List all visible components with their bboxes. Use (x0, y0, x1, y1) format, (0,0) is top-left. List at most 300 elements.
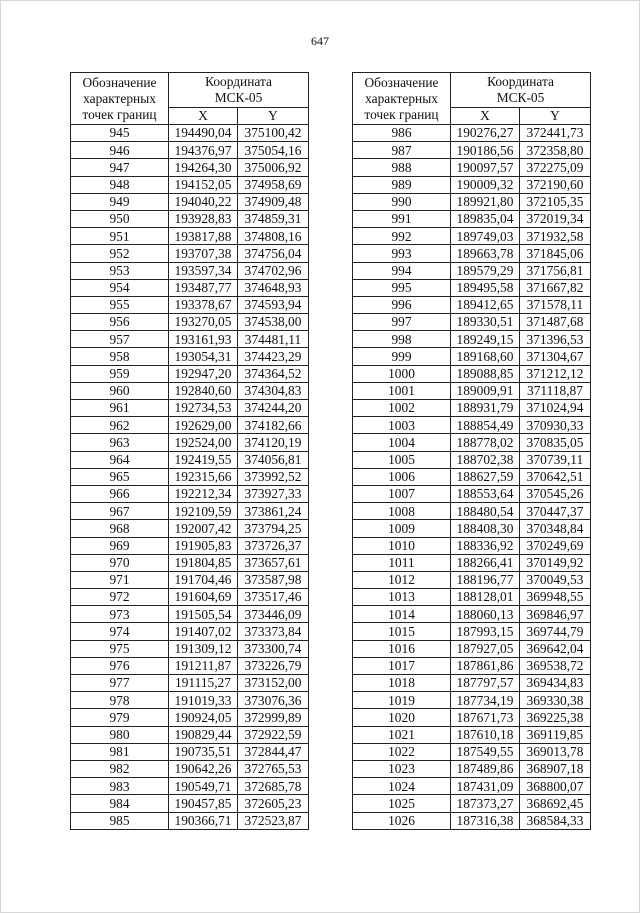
point-id-cell: 987 (353, 142, 451, 159)
point-id-cell: 998 (353, 331, 451, 348)
point-id-cell: 1003 (353, 417, 451, 434)
header-point-label (353, 73, 451, 125)
table-row (353, 520, 591, 537)
y-coordinate-cell: 372105,35 (520, 193, 591, 210)
table-row (71, 571, 309, 588)
table-row (353, 400, 591, 417)
y-coordinate-cell: 370545,26 (520, 485, 591, 502)
x-coordinate-cell: 187489,86 (451, 760, 520, 777)
x-coordinate-cell: 189921,80 (451, 193, 520, 210)
point-id-cell: 965 (71, 468, 169, 485)
y-coordinate-cell: 369538,72 (520, 657, 591, 674)
header-label-line: точек границ (82, 106, 157, 122)
table-row (71, 623, 309, 640)
y-coordinate-cell: 375100,42 (238, 125, 309, 142)
table-row (353, 451, 591, 468)
table-row (71, 485, 309, 502)
point-id-cell: 1014 (353, 606, 451, 623)
table-row (71, 606, 309, 623)
header-label-line: Обозначение (364, 74, 439, 90)
point-id-cell: 957 (71, 331, 169, 348)
y-coordinate-cell: 375006,92 (238, 159, 309, 176)
header-coord-line: МСК-05 (496, 90, 545, 105)
y-coordinate-cell: 371118,87 (520, 382, 591, 399)
x-coordinate-cell: 188553,64 (451, 485, 520, 502)
y-coordinate-cell: 372441,73 (520, 125, 591, 142)
x-coordinate-cell: 192734,53 (169, 400, 238, 417)
y-coordinate-cell: 373373,84 (238, 623, 309, 640)
header-label-line: характерных (365, 90, 438, 106)
point-id-cell: 961 (71, 400, 169, 417)
table-row (71, 640, 309, 657)
table-row (71, 142, 309, 159)
x-coordinate-cell: 187927,05 (451, 640, 520, 657)
x-coordinate-cell: 191804,85 (169, 554, 238, 571)
point-id-cell: 994 (353, 262, 451, 279)
y-coordinate-cell: 371578,11 (520, 296, 591, 313)
x-coordinate-cell: 188196,77 (451, 571, 520, 588)
x-coordinate-cell: 192109,59 (169, 503, 238, 520)
table-row (353, 503, 591, 520)
table-row (71, 210, 309, 227)
y-coordinate-cell: 373446,09 (238, 606, 309, 623)
y-coordinate-cell: 373517,46 (238, 589, 309, 606)
x-coordinate-cell: 189412,65 (451, 296, 520, 313)
y-coordinate-cell: 369642,04 (520, 640, 591, 657)
point-id-cell: 1005 (353, 451, 451, 468)
point-id-cell: 1002 (353, 400, 451, 417)
x-coordinate-cell: 188408,30 (451, 520, 520, 537)
y-coordinate-cell: 374304,83 (238, 382, 309, 399)
table-row (353, 760, 591, 777)
point-id-cell: 983 (71, 778, 169, 795)
table-row (71, 193, 309, 210)
table-row (353, 193, 591, 210)
table-body-right (353, 125, 591, 830)
y-coordinate-cell: 374481,11 (238, 331, 309, 348)
point-id-cell: 1024 (353, 778, 451, 795)
point-id-cell: 997 (353, 314, 451, 331)
point-id-cell: 980 (71, 726, 169, 743)
table-row (353, 657, 591, 674)
y-coordinate-cell: 373587,98 (238, 571, 309, 588)
y-coordinate-cell: 369013,78 (520, 743, 591, 760)
table-row (353, 159, 591, 176)
y-coordinate-cell: 373152,00 (238, 675, 309, 692)
x-coordinate-cell: 190097,57 (451, 159, 520, 176)
point-id-cell: 946 (71, 142, 169, 159)
table-row (71, 554, 309, 571)
point-id-cell: 974 (71, 623, 169, 640)
x-coordinate-cell: 192947,20 (169, 365, 238, 382)
y-coordinate-cell: 371212,12 (520, 365, 591, 382)
point-id-cell: 1021 (353, 726, 451, 743)
table-row (353, 554, 591, 571)
x-coordinate-cell: 194264,30 (169, 159, 238, 176)
x-coordinate-cell: 193161,93 (169, 331, 238, 348)
y-coordinate-cell: 371756,81 (520, 262, 591, 279)
point-id-cell: 947 (71, 159, 169, 176)
table-row (71, 365, 309, 382)
y-coordinate-cell: 369434,83 (520, 675, 591, 692)
table-row (353, 331, 591, 348)
x-coordinate-cell: 188854,49 (451, 417, 520, 434)
header-x: X (169, 108, 238, 125)
table-row (353, 468, 591, 485)
header-y: Y (238, 108, 309, 125)
point-id-cell: 1023 (353, 760, 451, 777)
y-coordinate-cell: 370149,92 (520, 554, 591, 571)
x-coordinate-cell: 192315,66 (169, 468, 238, 485)
point-id-cell: 1010 (353, 537, 451, 554)
x-coordinate-cell: 188128,01 (451, 589, 520, 606)
table-row (71, 795, 309, 812)
y-coordinate-cell: 369330,38 (520, 692, 591, 709)
x-coordinate-cell: 189009,91 (451, 382, 520, 399)
x-coordinate-cell: 191905,83 (169, 537, 238, 554)
y-coordinate-cell: 374244,20 (238, 400, 309, 417)
point-id-cell: 984 (71, 795, 169, 812)
y-coordinate-cell: 369948,55 (520, 589, 591, 606)
table-row (71, 468, 309, 485)
x-coordinate-cell: 187610,18 (451, 726, 520, 743)
y-coordinate-cell: 374808,16 (238, 228, 309, 245)
header-label-line: точек границ (364, 106, 439, 122)
header-label-line: Обозначение (82, 74, 157, 90)
y-coordinate-cell: 370930,33 (520, 417, 591, 434)
table-row (353, 176, 591, 193)
x-coordinate-cell: 189088,85 (451, 365, 520, 382)
header-coordinate (169, 73, 309, 108)
table-row (353, 692, 591, 709)
y-coordinate-cell: 373794,25 (238, 520, 309, 537)
point-id-cell: 975 (71, 640, 169, 657)
table-row (353, 571, 591, 588)
x-coordinate-cell: 190366,71 (169, 812, 238, 829)
x-coordinate-cell: 187549,55 (451, 743, 520, 760)
point-id-cell: 993 (353, 245, 451, 262)
y-coordinate-cell: 374593,94 (238, 296, 309, 313)
y-coordinate-cell: 374056,81 (238, 451, 309, 468)
point-id-cell: 968 (71, 520, 169, 537)
y-coordinate-cell: 373300,74 (238, 640, 309, 657)
table-row (71, 331, 309, 348)
header-coord-line: Координата (487, 74, 554, 89)
y-coordinate-cell: 370739,11 (520, 451, 591, 468)
point-id-cell: 992 (353, 228, 451, 245)
x-coordinate-cell: 189249,15 (451, 331, 520, 348)
point-id-cell: 963 (71, 434, 169, 451)
y-coordinate-cell: 370835,05 (520, 434, 591, 451)
table-row (71, 451, 309, 468)
x-coordinate-cell: 187993,15 (451, 623, 520, 640)
point-id-cell: 971 (71, 571, 169, 588)
x-coordinate-cell: 188060,13 (451, 606, 520, 623)
y-coordinate-cell: 374120,19 (238, 434, 309, 451)
x-coordinate-cell: 192840,60 (169, 382, 238, 399)
table-row (353, 623, 591, 640)
x-coordinate-cell: 190549,71 (169, 778, 238, 795)
table-row (71, 159, 309, 176)
y-coordinate-cell: 374909,48 (238, 193, 309, 210)
point-id-cell: 973 (71, 606, 169, 623)
point-id-cell: 990 (353, 193, 451, 210)
x-coordinate-cell: 187671,73 (451, 709, 520, 726)
header-coordinate (451, 73, 591, 108)
y-coordinate-cell: 372019,34 (520, 210, 591, 227)
x-coordinate-cell: 191505,54 (169, 606, 238, 623)
coordinates-table-left (70, 72, 309, 830)
table-row (353, 228, 591, 245)
x-coordinate-cell: 187373,27 (451, 795, 520, 812)
point-id-cell: 964 (71, 451, 169, 468)
y-coordinate-cell: 370642,51 (520, 468, 591, 485)
point-id-cell: 1017 (353, 657, 451, 674)
page-number: 647 (311, 34, 329, 48)
table-row (353, 382, 591, 399)
y-coordinate-cell: 370447,37 (520, 503, 591, 520)
point-id-cell: 1020 (353, 709, 451, 726)
point-id-cell: 1016 (353, 640, 451, 657)
x-coordinate-cell: 188931,79 (451, 400, 520, 417)
table-row (353, 675, 591, 692)
y-coordinate-cell: 372765,53 (238, 760, 309, 777)
x-coordinate-cell: 192007,42 (169, 520, 238, 537)
table-row (71, 520, 309, 537)
y-coordinate-cell: 371304,67 (520, 348, 591, 365)
table-row (353, 537, 591, 554)
table-row (71, 348, 309, 365)
point-id-cell: 948 (71, 176, 169, 193)
y-coordinate-cell: 372844,47 (238, 743, 309, 760)
point-id-cell: 1026 (353, 812, 451, 829)
table-row (71, 125, 309, 142)
point-id-cell: 1011 (353, 554, 451, 571)
x-coordinate-cell: 188627,59 (451, 468, 520, 485)
point-id-cell: 979 (71, 709, 169, 726)
y-coordinate-cell: 373657,61 (238, 554, 309, 571)
point-id-cell: 949 (71, 193, 169, 210)
y-coordinate-cell: 371932,58 (520, 228, 591, 245)
table-row (71, 314, 309, 331)
x-coordinate-cell: 192212,34 (169, 485, 238, 502)
point-id-cell: 1013 (353, 589, 451, 606)
table-row (353, 262, 591, 279)
y-coordinate-cell: 372605,23 (238, 795, 309, 812)
x-coordinate-cell: 192629,00 (169, 417, 238, 434)
x-coordinate-cell: 188480,54 (451, 503, 520, 520)
point-id-cell: 976 (71, 657, 169, 674)
x-coordinate-cell: 188266,41 (451, 554, 520, 571)
table-row (71, 262, 309, 279)
y-coordinate-cell: 374364,52 (238, 365, 309, 382)
y-coordinate-cell: 373226,79 (238, 657, 309, 674)
y-coordinate-cell: 373927,33 (238, 485, 309, 502)
table-row (353, 125, 591, 142)
y-coordinate-cell: 373076,36 (238, 692, 309, 709)
x-coordinate-cell: 190642,26 (169, 760, 238, 777)
y-coordinate-cell: 369225,38 (520, 709, 591, 726)
point-id-cell: 1019 (353, 692, 451, 709)
y-coordinate-cell: 369846,97 (520, 606, 591, 623)
x-coordinate-cell: 191211,87 (169, 657, 238, 674)
point-id-cell: 960 (71, 382, 169, 399)
y-coordinate-cell: 370049,53 (520, 571, 591, 588)
x-coordinate-cell: 191604,69 (169, 589, 238, 606)
y-coordinate-cell: 369744,79 (520, 623, 591, 640)
point-id-cell: 1018 (353, 675, 451, 692)
point-id-cell: 970 (71, 554, 169, 571)
x-coordinate-cell: 189579,29 (451, 262, 520, 279)
point-id-cell: 950 (71, 210, 169, 227)
y-coordinate-cell: 368800,07 (520, 778, 591, 795)
table-row (71, 400, 309, 417)
table-row (71, 589, 309, 606)
point-id-cell: 951 (71, 228, 169, 245)
x-coordinate-cell: 187861,86 (451, 657, 520, 674)
point-id-cell: 1006 (353, 468, 451, 485)
x-coordinate-cell: 189495,58 (451, 279, 520, 296)
point-id-cell: 1007 (353, 485, 451, 502)
x-coordinate-cell: 194040,22 (169, 193, 238, 210)
point-id-cell: 999 (353, 348, 451, 365)
x-coordinate-cell: 190457,85 (169, 795, 238, 812)
table-row (71, 760, 309, 777)
point-id-cell: 1000 (353, 365, 451, 382)
y-coordinate-cell: 371487,68 (520, 314, 591, 331)
table-row (71, 812, 309, 829)
point-id-cell: 956 (71, 314, 169, 331)
y-coordinate-cell: 371845,06 (520, 245, 591, 262)
x-coordinate-cell: 190735,51 (169, 743, 238, 760)
header-x: X (451, 108, 520, 125)
point-id-cell: 991 (353, 210, 451, 227)
point-id-cell: 1009 (353, 520, 451, 537)
header-point-label (71, 73, 169, 125)
header-coord-line: Координата (205, 74, 272, 89)
table-row (353, 434, 591, 451)
x-coordinate-cell: 193817,88 (169, 228, 238, 245)
x-coordinate-cell: 189835,04 (451, 210, 520, 227)
x-coordinate-cell: 193928,83 (169, 210, 238, 227)
table-row (353, 245, 591, 262)
table-row (353, 589, 591, 606)
table-row (353, 142, 591, 159)
x-coordinate-cell: 187797,57 (451, 675, 520, 692)
table-row (71, 726, 309, 743)
point-id-cell: 996 (353, 296, 451, 313)
x-coordinate-cell: 190924,05 (169, 709, 238, 726)
table-row (353, 743, 591, 760)
x-coordinate-cell: 193597,34 (169, 262, 238, 279)
table-row (71, 382, 309, 399)
y-coordinate-cell: 368692,45 (520, 795, 591, 812)
x-coordinate-cell: 193487,77 (169, 279, 238, 296)
point-id-cell: 995 (353, 279, 451, 296)
point-id-cell: 981 (71, 743, 169, 760)
y-coordinate-cell: 374538,00 (238, 314, 309, 331)
point-id-cell: 962 (71, 417, 169, 434)
y-coordinate-cell: 371024,94 (520, 400, 591, 417)
table-row (71, 692, 309, 709)
x-coordinate-cell: 192524,00 (169, 434, 238, 451)
point-id-cell: 1015 (353, 623, 451, 640)
table-row (71, 537, 309, 554)
y-coordinate-cell: 371667,82 (520, 279, 591, 296)
table-row (71, 778, 309, 795)
header-coord-line: МСК-05 (214, 90, 263, 105)
x-coordinate-cell: 189330,51 (451, 314, 520, 331)
y-coordinate-cell: 373861,24 (238, 503, 309, 520)
point-id-cell: 986 (353, 125, 451, 142)
coordinates-table-right (352, 72, 591, 830)
x-coordinate-cell: 189168,60 (451, 348, 520, 365)
table-row (353, 812, 591, 829)
y-coordinate-cell: 372523,87 (238, 812, 309, 829)
x-coordinate-cell: 190276,27 (451, 125, 520, 142)
x-coordinate-cell: 194152,05 (169, 176, 238, 193)
x-coordinate-cell: 188778,02 (451, 434, 520, 451)
y-coordinate-cell: 374648,93 (238, 279, 309, 296)
table-row (353, 365, 591, 382)
y-coordinate-cell: 368584,33 (520, 812, 591, 829)
y-coordinate-cell: 373992,52 (238, 468, 309, 485)
point-id-cell: 985 (71, 812, 169, 829)
x-coordinate-cell: 191704,46 (169, 571, 238, 588)
x-coordinate-cell: 193054,31 (169, 348, 238, 365)
x-coordinate-cell: 194376,97 (169, 142, 238, 159)
point-id-cell: 969 (71, 537, 169, 554)
point-id-cell: 972 (71, 589, 169, 606)
y-coordinate-cell: 369119,85 (520, 726, 591, 743)
y-coordinate-cell: 368907,18 (520, 760, 591, 777)
table-row (353, 709, 591, 726)
table-row (353, 210, 591, 227)
y-coordinate-cell: 372685,78 (238, 778, 309, 795)
x-coordinate-cell: 190009,32 (451, 176, 520, 193)
x-coordinate-cell: 188336,92 (451, 537, 520, 554)
y-coordinate-cell: 373726,37 (238, 537, 309, 554)
point-id-cell: 953 (71, 262, 169, 279)
table-row (353, 296, 591, 313)
table-row (71, 228, 309, 245)
y-coordinate-cell: 375054,16 (238, 142, 309, 159)
point-id-cell: 982 (71, 760, 169, 777)
x-coordinate-cell: 190829,44 (169, 726, 238, 743)
table-row (71, 434, 309, 451)
table-row (71, 675, 309, 692)
table-row (353, 348, 591, 365)
point-id-cell: 967 (71, 503, 169, 520)
point-id-cell: 966 (71, 485, 169, 502)
table-row (353, 726, 591, 743)
point-id-cell: 988 (353, 159, 451, 176)
y-coordinate-cell: 372275,09 (520, 159, 591, 176)
x-coordinate-cell: 194490,04 (169, 125, 238, 142)
y-coordinate-cell: 374182,66 (238, 417, 309, 434)
point-id-cell: 1012 (353, 571, 451, 588)
y-coordinate-cell: 370249,69 (520, 537, 591, 554)
point-id-cell: 952 (71, 245, 169, 262)
table-row (71, 503, 309, 520)
x-coordinate-cell: 191309,12 (169, 640, 238, 657)
table-row (71, 296, 309, 313)
x-coordinate-cell: 189663,78 (451, 245, 520, 262)
x-coordinate-cell: 193270,05 (169, 314, 238, 331)
y-coordinate-cell: 372358,80 (520, 142, 591, 159)
table-row (353, 417, 591, 434)
x-coordinate-cell: 193378,67 (169, 296, 238, 313)
